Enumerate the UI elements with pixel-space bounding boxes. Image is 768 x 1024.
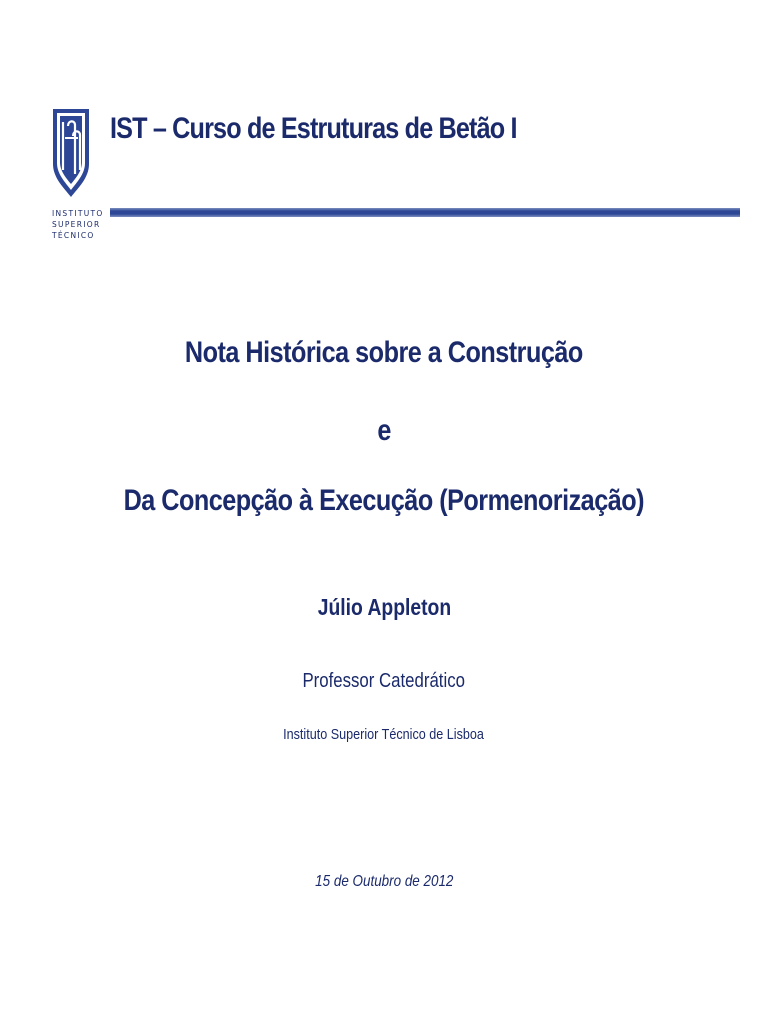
author-institution [0,726,768,743]
header-divider [110,208,740,217]
logo-wordmark [52,208,102,241]
presentation-title-line-3 [0,484,768,518]
author-role-text: Professor Catedrático [302,670,466,692]
author-role [0,670,768,693]
logo-line: SUPERIOR [52,220,101,229]
author-institution-text: Instituto Superior Técnico de Lisboa [283,726,485,743]
author-name [0,594,768,621]
ist-logo [52,108,102,241]
title-line-3-text: Da Concepção à Execução (Pormenorização) [123,484,645,517]
presentation-date [0,873,768,891]
course-title: IST – Curso de Estruturas de Betão I [110,112,517,145]
logo-line: TÉCNICO [52,231,95,240]
title-line-2-text: e [376,414,392,447]
presentation-title-line-2 [0,414,768,448]
title-line-1-text: Nota Histórica sobre a Construção [185,336,583,369]
ist-shield-logo-icon [52,108,90,198]
author-name-text: Júlio Appleton [317,594,451,620]
presentation-date-text: 15 de Outubro de 2012 [314,873,454,890]
presentation-title-line-1 [0,336,768,370]
logo-line: INSTITUTO [52,209,104,218]
